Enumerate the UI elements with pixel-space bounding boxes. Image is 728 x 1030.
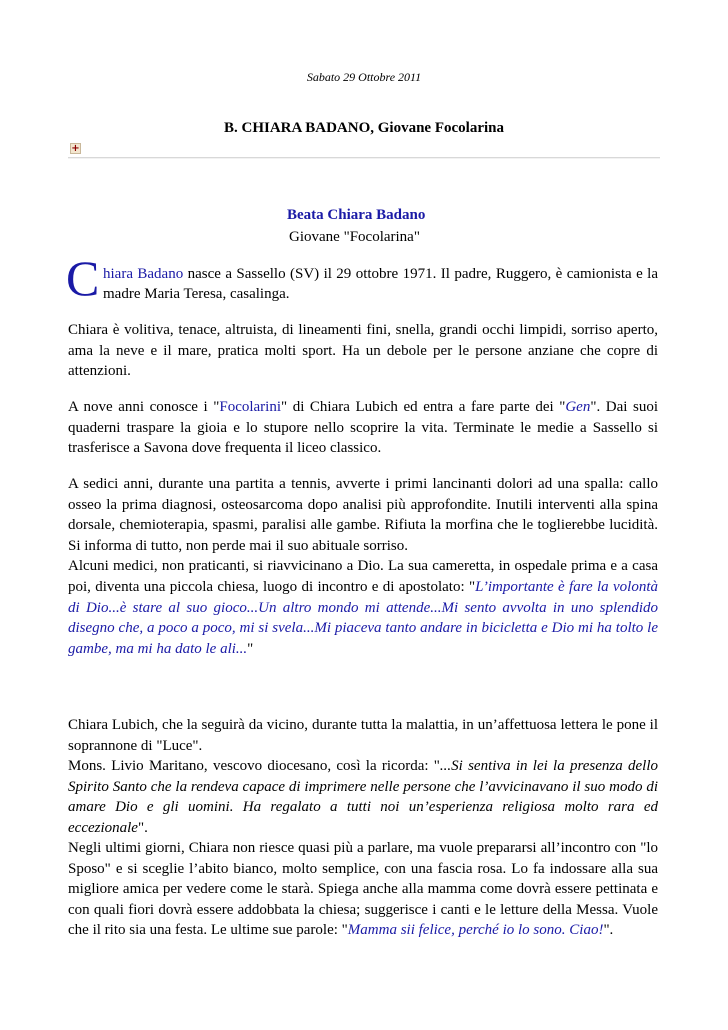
- paragraph-description: Chiara è volitiva, tenace, altruista, di lineamenti fini, snella, grandi occhi limpidi, sorriso aperto, ama la neve e il mare, pratica molti sport. Ha un debole per le persone anziane che copre di attenzioni.: [68, 322, 658, 380]
- bishop-quote: ...Si sentiva in lei la presenza dello Spirito Santo che la rendeva capace di imprimere nelle persone che l’avvicinavano il suo modo di amare Dio e gli uomini. Ha regalato a tutti noi un’esperienza religiosa molto rara ed eccezionale: [68, 758, 658, 836]
- illness-text: A sedici anni, durante una partita a tennis, avverte i primi lancinanti dolori ad una spalla: callo osseo la prima diagnosi, osteosarcoma dopo analisi più approfondite. Inutili interventi alla spina dorsale, chemioterapia, spasmi, paralisi alle gambe. Rifiuta la morfina che le toglierebbe lucidità. Si informa di tutto, non perde mai il suo abituale sorriso.: [68, 476, 658, 554]
- article-subheading: Giovane "Focolarina": [289, 229, 420, 245]
- post-title: B. CHIARA BADANO, Giovane Focolarina: [223, 120, 504, 136]
- paragraph-illness: [68, 474, 658, 659]
- paragraph-luce: [68, 715, 658, 839]
- text-fragment: Alcuni medici, non praticanti, si riavvicinano a Dio. La sua cameretta, in ospedale prima e a casa poi, diventa una piccola chiesa, luogo di incontro e di apostolato: ": [68, 558, 658, 595]
- intro-paragraph: [103, 264, 658, 304]
- gen-highlight: Gen: [565, 399, 591, 415]
- chiara-quote: L’importante è fare la volontà di Dio...è stare al suo gioco...Un altro mondo mi attende...Mi sento avvolta in uno splendido disegno che, a poco a poco, mi si svela...Mi piaceva tanto andare in bicicletta e Dio mi ha tolto le gambe, ma mi ha dato le ali...: [68, 578, 658, 657]
- paragraph-focolarini: [68, 397, 658, 459]
- text-fragment: Negli ultimi giorni, Chiara non riesce quasi più a parlare, ma vuole prepararsi all’incontro con "lo Sposo" e si sceglie l’abito bianco, molto semplice, con una fascia rosa. Lo fa indossare alla sua migliore amica per vedere come le starà. Spiega anche alla mamma come dovrà essere pettinata e con quali fiori dovrà essere addobbata la chiesa; suggerisce i canti e le letture della Messa. Vuole che il rito sia una festa. Le ultime sue parole: ": [68, 840, 658, 939]
- divider: [68, 157, 660, 159]
- text-fragment: ".: [603, 922, 614, 939]
- text-fragment: Mons. Livio Maritano, vescovo diocesano, così la ricorda: ": [68, 758, 440, 775]
- text-fragment: ". Dai suoi quaderni traspare la gioia e lo stupore nello scoprire la vita. Terminate le medie a Sassello si trasferisce a Savona dove frequenta il liceo classico.: [68, 399, 658, 457]
- text-fragment: ".: [137, 819, 148, 836]
- bishop-text: [68, 756, 658, 838]
- expand-icon[interactable]: +: [71, 143, 80, 154]
- text-fragment: " di Chiara Lubich ed entra a fare parte dei ": [281, 399, 566, 415]
- intro-text: nasce a Sassello (SV) il 29 ottobre 1971. Il padre, Ruggero, è camionista e la madre Maria Teresa, casalinga.: [103, 266, 658, 302]
- text-fragment: ": [247, 640, 254, 657]
- luce-text: Chiara Lubich, che la seguirà da vicino, durante tutta la malattia, in un’affettuosa lettera le pone il soprannone di "Luce".: [68, 717, 658, 754]
- text-fragment: A nove anni conosce i ": [68, 399, 220, 415]
- drop-cap: C: [66, 250, 100, 306]
- last-words-quote: Mamma sii felice, perché io lo sono. Ciao!: [347, 922, 604, 939]
- paragraph-last-days: [68, 838, 658, 941]
- name-highlight: hiara Badano: [103, 266, 184, 282]
- apostolate-text: [68, 556, 658, 659]
- focolarini-link: Focolarini: [219, 399, 282, 415]
- article-heading: Beata Chiara Badano: [287, 207, 426, 223]
- post-date: Sabato 29 Ottobre 2011: [306, 70, 422, 84]
